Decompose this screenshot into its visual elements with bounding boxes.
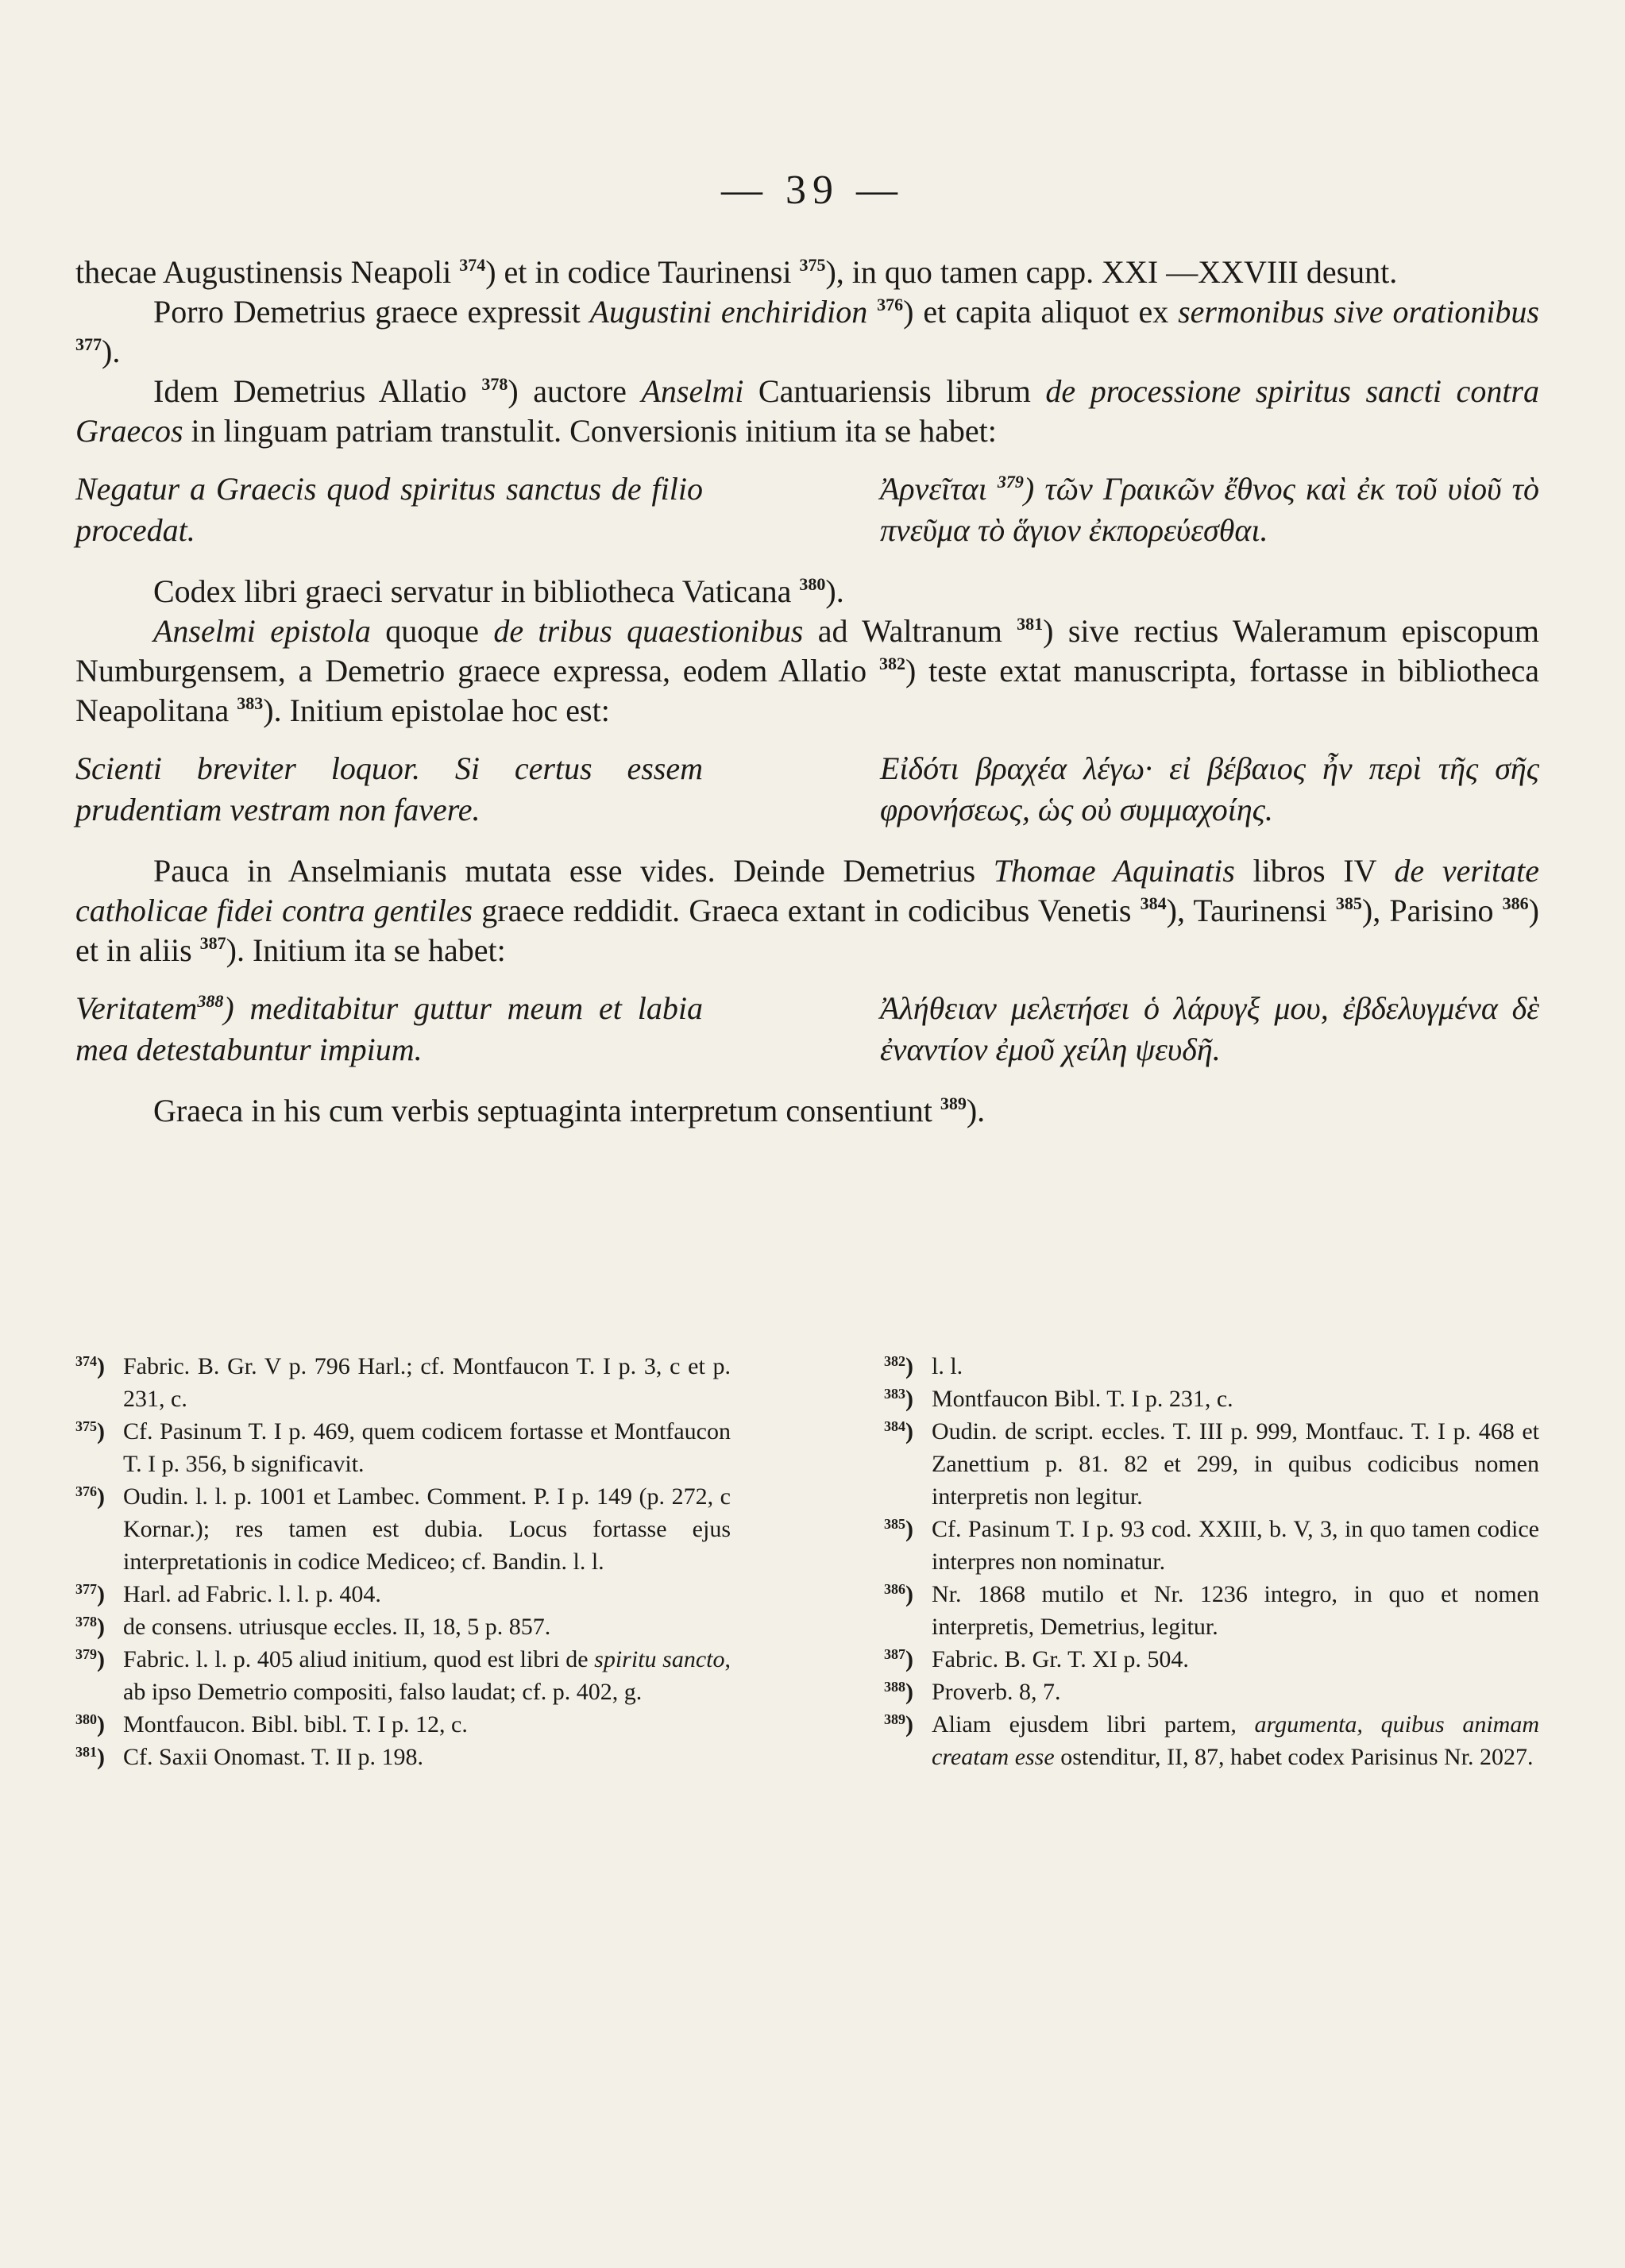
text-run: ).	[102, 334, 121, 369]
italic-text: spiritu sancto	[594, 1646, 725, 1672]
page-number: — 39 —	[721, 168, 904, 213]
footnote-ref: 387	[199, 933, 226, 953]
italic-text: Anselmi	[641, 373, 744, 409]
text-run: de consens. utriusque eccles. II, 18, 5 p. 857.	[123, 1614, 551, 1640]
paragraph	[75, 1091, 1539, 1131]
italic-text: Augustini enchiridion	[589, 294, 868, 330]
text-run: ostenditur, II, 87, habet codex Parisinus Nr. 2027.	[1054, 1744, 1534, 1770]
footnote	[75, 1708, 731, 1741]
footnote-number: $^{382}$)	[884, 1353, 913, 1379]
text-run: libros IV	[1234, 853, 1395, 889]
footnote-number-value: 379	[75, 1646, 97, 1662]
footnote-number-value: 378	[75, 1614, 97, 1630]
footnote-number-value: 385	[884, 1516, 905, 1532]
footnote-number-value: 380	[75, 1711, 97, 1727]
text-run: ad Waltranum	[803, 613, 1017, 649]
footnote-number-value: 386	[884, 1581, 905, 1597]
text-run: ). Initium epistolae hoc est:	[263, 692, 610, 728]
text-run: ) auctore	[508, 373, 642, 409]
text-run: Aliam ejusdem libri partem,	[932, 1711, 1255, 1738]
footnote-number: $^{381}$)	[75, 1744, 105, 1770]
parallel-quote	[75, 748, 1539, 831]
text-run: graece reddidit. Graeca extant in codicibus Venetis	[473, 893, 1141, 928]
footnote	[75, 1643, 731, 1708]
parallel-quote	[75, 988, 1539, 1070]
text-run: ) et capita aliquot ex	[903, 294, 1179, 330]
footnote-number: $^{374}$)	[75, 1353, 105, 1379]
footnote-number-value: 384	[884, 1418, 905, 1434]
text-run: ) et in codice Taurinensi	[485, 254, 800, 290]
text-run: Idem Demetrius Allatio	[153, 373, 482, 409]
footnote-number: $^{385}$)	[884, 1516, 913, 1542]
text-run: Montfaucon. Bibl. bibl. T. I p. 12, c.	[123, 1711, 468, 1738]
text-run: in linguam patriam transtulit. Conversionis initium ita se habet:	[183, 413, 997, 449]
text-run: ) et in aliis	[75, 893, 1539, 968]
footnote	[884, 1513, 1539, 1578]
text-run: Oudin. de script. eccles. T. III p. 999, Montfauc. T. I p. 468 et Zanettium p. 81. 82 et 299, in quibus codicibus nomen interpretis non legitur.	[932, 1418, 1539, 1510]
footnote-number-value: 388	[884, 1679, 905, 1695]
footnote-number-value: 377	[75, 1581, 97, 1597]
italic-text: sermonibus sive orationibus	[1178, 294, 1539, 330]
footnote-number: $^{388}$)	[884, 1679, 913, 1705]
text-run: ), in quo tamen capp. XXI —XXVIII desunt.	[825, 254, 1398, 290]
footnote-ref: 374	[459, 255, 486, 275]
greek-quote-text: Ἀρνεῖται	[880, 471, 998, 507]
italic-text: de tribus quaestionibus	[493, 613, 804, 649]
text-run: Montfaucon Bibl. T. I p. 231, c.	[932, 1386, 1233, 1412]
text-run: Pauca in Anselmianis mutata esse vides. Deinde Demetrius	[153, 853, 994, 889]
footnote	[884, 1708, 1539, 1773]
footnote-ref: 379	[997, 472, 1024, 492]
text-run: Nr. 1868 mutilo et Nr. 1236 integro, in quo et nomen interpretis, Demetrius, legitur.	[932, 1581, 1539, 1640]
footnote-number: $^{375}$)	[75, 1418, 105, 1444]
parallel-quote	[75, 469, 1539, 551]
footnote	[75, 1415, 731, 1480]
footnote-ref: 388	[197, 991, 224, 1011]
footnote	[884, 1415, 1539, 1513]
footnote	[884, 1643, 1539, 1676]
footnote-ref: 376	[877, 295, 904, 314]
main-text	[75, 253, 1539, 1131]
text-run: ), Parisino	[1361, 893, 1503, 928]
text-run: ) teste extat manuscripta, fortasse in bibliotheca Neapolitana	[75, 653, 1539, 728]
latin-quote-text: ) meditabitur guttur meum et labia mea detestabuntur impium.	[75, 990, 703, 1067]
text-run: , ab ipso Demetrio compositi, falso laudat; cf. p. 402, g.	[123, 1646, 731, 1705]
footnote	[884, 1383, 1539, 1415]
text-run: Harl. ad Fabric. l. l. p. 404.	[123, 1581, 381, 1607]
footnote	[75, 1350, 731, 1415]
latin-quote: Negatur a Graecis quod spiritus sanctus de filio procedat.	[75, 471, 703, 548]
text-run: Fabric. B. Gr. V p. 796 Harl.; cf. Montfaucon T. I p. 3, c et p. 231, c.	[123, 1353, 731, 1412]
footnote-number-value: 387	[884, 1646, 905, 1662]
text-run: l. l.	[932, 1353, 963, 1379]
text-run: thecae Augustinensis Neapoli	[75, 254, 460, 290]
footnote-number: $^{379}$)	[75, 1646, 105, 1672]
greek-quote: Εἰδότι βραχέα λέγω· εἰ βέβαιος ἦν περὶ τῆς σῆς φρονήσεως, ὡς οὐ συμμαχοίης.	[880, 750, 1539, 827]
italic-text: de veritate catholicae fidei contra gentiles	[75, 853, 1539, 928]
footnote-number: $^{378}$)	[75, 1614, 105, 1640]
italic-text: argumenta, quibus animam creatam esse	[932, 1711, 1539, 1770]
text-run: Fabric. l. l. p. 405 aliud initium, quod est libri de	[123, 1646, 595, 1672]
latin-quote	[75, 988, 703, 1070]
italic-text: de processione spiritus sancti contra Graecos	[75, 373, 1539, 449]
footnote-number-value: 381	[75, 1744, 97, 1760]
footnote-ref: 385	[1335, 893, 1362, 913]
text-run: Fabric. B. Gr. T. XI p. 504.	[932, 1646, 1189, 1672]
italic-text: Thomae Aquinatis	[993, 853, 1235, 889]
text-run: ).	[966, 1093, 986, 1128]
text-run: Proverb. 8, 7.	[932, 1679, 1061, 1705]
greek-quote	[880, 469, 1539, 551]
footnote	[75, 1480, 731, 1578]
footnote-number-value: 389	[884, 1711, 905, 1727]
paragraph	[75, 292, 1539, 372]
footnote-ref: 382	[878, 654, 905, 673]
footnote-number: $^{380}$)	[75, 1711, 105, 1738]
footnote-ref: 384	[1140, 893, 1167, 913]
text-run: Codex libri graeci servatur in bibliotheca Vaticana	[153, 573, 800, 609]
footnote-number: $^{389}$)	[884, 1711, 913, 1738]
text-run: Graeca in his cum verbis septuaginta interpretum consentiunt	[153, 1093, 940, 1128]
text-run: ), Taurinensi	[1166, 893, 1336, 928]
footnote-number-value: 382	[884, 1353, 905, 1369]
paragraph	[75, 851, 1539, 970]
text-run: ) sive rectius Waleramum episcopum Numburgensem, a Demetrio graece expressa, eodem Allatio	[75, 613, 1539, 688]
footnote-number-value: 383	[884, 1386, 905, 1402]
greek-quote-text: ) τῶν Γραικῶν ἔθνος καὶ ἐκ τοῦ υἱοῦ τὸ πνεῦμα τὸ ἅγιον ἐκπορεύεσθαι.	[880, 471, 1539, 548]
footnote-number-value: 374	[75, 1353, 97, 1369]
footnote-ref: 383	[237, 693, 264, 713]
text-run: Cf. Saxii Onomast. T. II p. 198.	[123, 1744, 424, 1770]
footnote-number: $^{377}$)	[75, 1581, 105, 1607]
text-run: Porro Demetrius graece expressit	[153, 294, 590, 330]
footnote-ref: 380	[799, 574, 826, 594]
footnote-number: $^{383}$)	[884, 1386, 913, 1412]
text-run: Cf. Pasinum T. I p. 469, quem codicem fortasse et Montfaucon T. I p. 356, b significavit.	[123, 1418, 731, 1477]
text-run: quoque	[370, 613, 494, 649]
footnote-ref: 375	[799, 255, 826, 275]
footnote-ref: 377	[75, 334, 102, 354]
footnote-number: $^{386}$)	[884, 1581, 913, 1607]
footnote-ref: 378	[481, 374, 508, 394]
paragraph	[75, 253, 1539, 292]
footnote	[884, 1578, 1539, 1643]
footnotes	[75, 1350, 1539, 1773]
text-run: Oudin. l. l. p. 1001 et Lambec. Comment. P. I p. 149 (p. 272, c Kornar.); res tamen est dubia. Locus fortasse ejus interpretationis in codice Mediceo; cf. Bandin. l. l.	[123, 1483, 731, 1575]
footnote	[884, 1350, 1539, 1383]
footnote	[75, 1610, 731, 1643]
text-run	[867, 294, 877, 330]
paragraph	[75, 372, 1539, 451]
footnote	[75, 1741, 731, 1773]
latin-quote: Scienti breviter loquor. Si certus essem prudentiam vestram non favere.	[75, 750, 703, 827]
greek-quote: Ἀλήθειαν μελετήσει ὁ λάρυγξ μου, ἐβδελυγμένα δὲ ἐναντίον ἐμοῦ χείλη ψευδῆ.	[880, 990, 1539, 1067]
text-run: ).	[825, 573, 844, 609]
italic-text: Anselmi epistola	[153, 613, 371, 649]
footnote-number: $^{384}$)	[884, 1418, 913, 1444]
paragraph	[75, 611, 1539, 731]
footnotes-right-column	[884, 1350, 1539, 1773]
text-run: ). Initium ita se habet:	[226, 932, 506, 968]
footnote	[75, 1578, 731, 1610]
paragraph	[75, 572, 1539, 611]
text-run: Cantuariensis librum	[743, 373, 1046, 409]
latin-quote-text: Veritatem	[75, 990, 198, 1026]
footnote	[884, 1676, 1539, 1708]
footnote-number: $^{387}$)	[884, 1646, 913, 1672]
footnote-ref: 389	[940, 1094, 967, 1113]
footnote-ref: 386	[1502, 893, 1529, 913]
footnotes-left-column	[75, 1350, 731, 1773]
footnote-ref: 381	[1017, 614, 1044, 634]
footnote-number-value: 375	[75, 1418, 97, 1434]
text-run: Cf. Pasinum T. I p. 93 cod. XXIII, b. V, 3, in quo tamen codice interpres non nominatur.	[932, 1516, 1539, 1575]
footnote-number: $^{376}$)	[75, 1483, 105, 1510]
footnote-number-value: 376	[75, 1483, 97, 1499]
